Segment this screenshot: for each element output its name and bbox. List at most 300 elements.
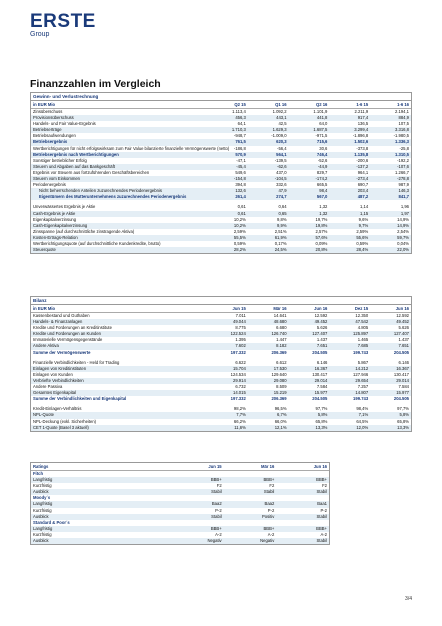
- bs-cell: 29.014: [370, 378, 411, 384]
- pl-column-header: Q2 15: [207, 101, 248, 109]
- rating-value: P-2: [320, 507, 327, 513]
- pl-cell: 1.101,9: [313, 109, 328, 114]
- bs-row-label: NPL-Quote: [31, 412, 207, 418]
- pl-cell: 0,17%: [274, 240, 287, 246]
- pl-cell: 107,5: [398, 121, 409, 127]
- bs-cell: 6.680: [276, 325, 287, 331]
- rating-value: F2: [322, 483, 327, 489]
- pl-cell: -273,4: [329, 176, 370, 182]
- bs-row-label: Gesamtes Eigenkapital: [31, 390, 207, 396]
- pl-cell: 1,14: [360, 204, 369, 210]
- rating-value: Baa2: [224, 501, 277, 507]
- rating-value: BBB+: [171, 477, 224, 483]
- rating-value: Negativ: [171, 538, 224, 544]
- bs-cell: 65,8%: [315, 418, 328, 424]
- bs-cell: 16.367: [370, 366, 411, 372]
- bs-cell: 8.182: [248, 343, 289, 349]
- pl-cell: 1.092,2: [272, 109, 287, 114]
- bs-cell: 1.437: [316, 337, 328, 343]
- pl-cell: 14,9%: [397, 216, 409, 222]
- bs-cell: 6,7%: [248, 412, 289, 418]
- bs-cell: 12.350: [355, 313, 369, 318]
- bs-cell: 204.505: [393, 396, 409, 402]
- pl-cell: 3.316,8: [370, 127, 411, 133]
- pl-row-label: Betriebserträge: [31, 127, 207, 133]
- pl-cell: 274,7: [248, 194, 289, 200]
- pl-section-title: Gewinn- und Verlustrechnung: [31, 93, 411, 101]
- bs-cell: 96,5%: [274, 406, 287, 412]
- bs-cell: 14.015: [207, 390, 248, 396]
- bs-row-label: Einlagen von Kunden: [33, 371, 73, 377]
- bs-column-header: Mär 16: [248, 305, 289, 313]
- pl-cell: 0,61: [207, 211, 248, 217]
- bs-cell: 16.367: [289, 366, 330, 372]
- pl-cell: -186,8: [233, 145, 246, 151]
- bs-cell: 197.332: [230, 349, 246, 355]
- rating-agency-row: [31, 471, 329, 478]
- page-title: Finanzzahlen im Vergleich: [30, 78, 161, 90]
- bs-cell: 15.219: [248, 390, 289, 396]
- bs-cell: 127.407: [289, 331, 330, 337]
- pl-cell: -139,5: [274, 157, 287, 163]
- pl-cell: 19,8%: [289, 223, 330, 229]
- rating-value: F2: [216, 483, 222, 489]
- bs-cell: 48.680: [248, 319, 289, 325]
- pl-cell: 1,97: [370, 211, 411, 217]
- pl-cell: 1.687,5: [289, 127, 330, 133]
- rating-value: P-2: [267, 507, 275, 513]
- bs-row-label: Immaterielle Vermögensgegenstände: [33, 337, 103, 343]
- rating-value: Negativ: [224, 538, 277, 544]
- ratings-column-header: Jun 16: [276, 463, 329, 471]
- pl-cell: -52,6: [317, 157, 328, 163]
- pl-cell: 10,2%: [233, 216, 246, 222]
- bs-cell: 7.651: [370, 343, 411, 349]
- pl-cell: 443,1: [248, 115, 289, 121]
- rating-value: A-2: [215, 531, 222, 537]
- bs-cell: 29.914: [207, 378, 248, 384]
- pl-cell: -45,4: [207, 164, 248, 170]
- bs-cell: 8.775: [235, 325, 246, 331]
- bs-cell: 12.592: [396, 313, 409, 318]
- bs-cell: 127.407: [370, 331, 411, 337]
- pl-row-label: Steuern und Abgaben auf das Bankgeschäft: [31, 164, 207, 170]
- pl-cell: -948,7: [233, 133, 246, 139]
- pl-cell: -25,8: [399, 145, 409, 151]
- pl-cell: -192,2: [397, 157, 409, 163]
- pl-cell: -154,8: [207, 176, 248, 182]
- bs-cell: 14.807: [329, 390, 370, 396]
- rating-value: BBB+: [224, 477, 277, 483]
- pl-section: [30, 92, 412, 254]
- pl-row-label: Zinsüberschuss: [33, 109, 63, 114]
- rating-agency-name: Moody´s: [33, 495, 51, 501]
- bs-column-header: in EUR Mio: [31, 305, 207, 313]
- pl-cell: -200,6: [356, 157, 369, 163]
- bs-cell: 13,3%: [370, 425, 411, 431]
- pl-cell: 24,5%: [248, 247, 289, 253]
- bs-cell: 6.612: [276, 359, 287, 365]
- bs-cell: 11,6%: [207, 425, 248, 431]
- pl-cell: 20,8%: [289, 247, 330, 253]
- rating-value: BBB+: [171, 526, 224, 532]
- pl-cell: 3.299,4: [329, 127, 370, 133]
- pl-cell: 987,9: [398, 182, 409, 188]
- pl-row-label: Steuern vom Einkommen: [31, 176, 207, 182]
- bs-cell: 122.524: [207, 331, 248, 337]
- rating-value: BBB+: [276, 526, 329, 532]
- bs-cell: 127.946: [353, 371, 369, 377]
- page-number: 3/4: [405, 596, 412, 602]
- bs-row-label: Handels- & Finanzanlagen: [31, 319, 207, 325]
- bs-column-header: Jun 15: [207, 305, 248, 313]
- pl-cell: 1.710,3: [207, 127, 248, 133]
- bs-row-label: Kredit-Einlagen-Verhältnis: [33, 406, 82, 412]
- bs-cell: 64,5%: [356, 418, 369, 424]
- bs-cell: 12,0%: [329, 425, 370, 431]
- pl-cell: 1,15: [329, 211, 370, 217]
- bs-row-label: Finanzielle Verbindlichkeiten - Held for Trading: [33, 359, 120, 365]
- pl-cell: 98,4: [289, 188, 330, 194]
- pl-cell: 55,5%: [207, 235, 248, 241]
- bs-row-label: Kredite und Forderungen an Kreditinstitute: [33, 325, 112, 331]
- pl-column-header: 1-6 15: [329, 101, 370, 109]
- bs-cell: 29.014: [289, 378, 330, 384]
- pl-cell: 2.194,1: [395, 109, 409, 114]
- pl-column-header: 1-6 16: [370, 101, 411, 109]
- bs-cell: 6.146: [316, 359, 328, 365]
- pl-cell: 1.502,6: [329, 139, 370, 145]
- pl-cell: 884,9: [370, 115, 411, 121]
- bs-cell: 206.369: [271, 349, 287, 355]
- bs-cell: 7.584: [316, 384, 328, 390]
- rating-label: Kurzfristig: [33, 531, 52, 537]
- bs-cell: 12,1%: [248, 425, 289, 431]
- bs-cell: 5,8%: [289, 412, 330, 418]
- ratings-section-title: Ratings: [31, 463, 171, 471]
- bs-cell: 7.257: [357, 384, 369, 390]
- bs-cell: 7.651: [289, 343, 330, 349]
- pl-cell: 42,5: [278, 121, 287, 127]
- bs-column-header: Jun 16: [289, 305, 330, 313]
- bs-cell: 49.044: [207, 319, 248, 325]
- pl-cell: -1.009,0: [271, 133, 287, 139]
- pl-cell: 441,8: [289, 115, 330, 121]
- pl-cell: -373,8: [356, 145, 369, 151]
- pl-cell: 0,61: [237, 204, 246, 210]
- pl-row-label: Cash-Eigenkapitalverzinsung: [31, 223, 207, 229]
- pl-cell: 9,9%: [248, 223, 289, 229]
- bs-cell: 130.417: [393, 371, 409, 377]
- bs-cell: 6.622: [235, 359, 246, 365]
- pl-row-label: Handels- und Fair Value-Ergebnis: [33, 121, 96, 127]
- bs-table: [31, 305, 411, 431]
- pl-table: [31, 101, 411, 253]
- bs-cell: 49.452: [370, 319, 411, 325]
- bs-section-title: Bilanz: [31, 297, 411, 305]
- bs-section: [30, 296, 412, 432]
- bs-cell: 204.505: [312, 396, 328, 402]
- bs-cell: 29.080: [248, 378, 289, 384]
- rating-value: Stabil: [276, 489, 329, 495]
- bs-cell: 66,2%: [233, 418, 246, 424]
- pl-cell: -174,2: [289, 176, 330, 182]
- bs-cell: 29.654: [329, 378, 370, 384]
- pl-cell: 28,2%: [207, 247, 248, 253]
- bs-cell: 5,8%: [370, 412, 411, 418]
- rating-label: Kurzfristig: [33, 507, 52, 513]
- pl-cell: 1.310,5: [370, 152, 411, 158]
- pl-cell: 332,6: [276, 182, 287, 188]
- pl-cell: 715,6: [289, 139, 330, 145]
- pl-cell: 1,32: [319, 204, 328, 210]
- bs-cell: 1.447: [276, 337, 287, 343]
- pl-cell: 9,6%: [358, 216, 369, 222]
- pl-column-header: Q2 16: [289, 101, 330, 109]
- pl-cell: 665,5: [316, 182, 328, 188]
- rating-label: Ausblick: [31, 489, 171, 495]
- pl-cell: -1.980,5: [393, 133, 409, 139]
- bs-cell: 129.640: [271, 371, 287, 377]
- rating-value: Stabil: [171, 514, 224, 520]
- pl-row-label: Unverwässertes Ergebnis je Aktie: [33, 204, 96, 210]
- pl-row-label: Ergebnis vor Steuern aus fortzuführenden Geschäftsbereichen: [33, 169, 150, 175]
- bs-cell: 49.452: [289, 319, 330, 325]
- pl-column-header: in EUR Mio: [31, 101, 207, 109]
- rating-value: Stabil: [276, 538, 329, 544]
- pl-cell: 2,59%: [233, 228, 246, 234]
- bs-cell: 47.542: [329, 319, 370, 325]
- pl-cell: 55,6%: [329, 235, 370, 241]
- pl-cell: 437,0: [276, 169, 287, 175]
- pl-cell: 761,5: [207, 139, 248, 145]
- bs-cell: 1.437: [398, 337, 409, 343]
- pl-cell: 10,2%: [207, 223, 248, 229]
- pl-cell: 0,04%: [397, 240, 409, 246]
- bs-row-label: CET 1-Quote (Basel 3 aktuell): [31, 425, 207, 431]
- pl-cell: -47,1: [236, 157, 246, 163]
- pl-cell: 9,7%: [329, 223, 370, 229]
- rating-label: Langfristig: [31, 501, 171, 507]
- bs-cell: 7.602: [207, 343, 248, 349]
- rating-value: Stabil: [224, 489, 277, 495]
- pl-cell: 549,6: [235, 169, 246, 175]
- pl-cell: 394,8: [235, 182, 246, 188]
- pl-cell: 0,65: [248, 211, 289, 217]
- pl-row-label: Eigentümern des Mutterunternehmens zuzurechnendes Periodenergebnis: [31, 194, 207, 200]
- pl-cell: 1,96: [400, 204, 409, 210]
- bs-cell: 7,1%: [329, 412, 370, 418]
- bs-cell: 197.332: [230, 396, 246, 402]
- pl-cell: 1.336,3: [370, 139, 411, 145]
- bs-row-label: Verbriefte Verbindlichkeiten: [31, 378, 207, 384]
- pl-cell: 456,3: [207, 115, 248, 121]
- pl-cell: 487,2: [329, 194, 370, 200]
- pl-row-label: Sonstiger betrieblicher Erfolg: [33, 157, 87, 163]
- pl-cell: 1.135,8: [329, 152, 370, 158]
- pl-cell: 1.629,3: [248, 127, 289, 133]
- pl-row-label: Cash-Ergebnis je Aktie: [31, 211, 207, 217]
- bs-cell: 14.641: [273, 313, 287, 318]
- pl-cell: 203,4: [329, 188, 370, 194]
- bs-row-label: Einlagen von Kreditinstituten: [31, 366, 207, 372]
- pl-cell: 746,4: [289, 152, 330, 158]
- bs-cell: 17.530: [248, 366, 289, 372]
- pl-cell: 567,0: [289, 194, 330, 200]
- rating-value: A-2: [267, 531, 275, 537]
- pl-cell: 19,7%: [315, 216, 328, 222]
- pl-cell: 841,7: [370, 194, 411, 200]
- bs-cell: 12.592: [314, 313, 328, 318]
- bs-cell: 7,7%: [207, 412, 248, 418]
- pl-cell: 64,1: [237, 121, 246, 127]
- pl-cell: -107,6: [370, 164, 411, 170]
- ratings-section: [30, 462, 330, 545]
- pl-cell: -137,2: [329, 164, 370, 170]
- erste-group-logo: [30, 12, 96, 38]
- bs-row-label: NPL-Deckung (exkl. Sicherheiten): [33, 418, 97, 424]
- bs-cell: 204.505: [393, 349, 409, 355]
- logo-group-text: Group: [30, 31, 50, 38]
- pl-cell: -1.896,8: [352, 133, 369, 139]
- pl-cell: 14,9%: [370, 223, 411, 229]
- pl-cell: 146,3: [370, 188, 411, 194]
- rating-row: [31, 538, 329, 544]
- ratings-header-row: [31, 463, 329, 471]
- pl-row-label: Zinsspanne (auf durchschnittliche zinstragende Aktiva): [33, 228, 135, 234]
- pl-cell: 829,7: [316, 169, 328, 175]
- bs-cell: 97,7%: [397, 406, 409, 412]
- pl-cell: -971,5: [315, 133, 328, 139]
- bs-column-header: Dez 15: [329, 305, 370, 313]
- bs-cell: 124.534: [230, 371, 246, 377]
- bs-header-row: [31, 305, 411, 313]
- pl-cell: 0,09%: [315, 240, 328, 246]
- pl-cell: 57,6%: [289, 235, 330, 241]
- rating-label: Ausblick: [31, 514, 171, 520]
- pl-cell: 136,5: [357, 121, 369, 127]
- bs-cell: 204.505: [312, 349, 328, 355]
- rating-agency-name: Standard & Poor´s: [33, 519, 70, 525]
- bs-cell: 199.743: [353, 396, 369, 402]
- pl-cell: -104,5: [248, 176, 289, 182]
- pl-row-label: Eigenkapitalverzinsung: [33, 216, 77, 222]
- bs-cell: 98,4%: [356, 406, 369, 412]
- bs-cell: 130.417: [312, 371, 328, 377]
- rating-value: P-2: [215, 507, 222, 513]
- ratings-table: [31, 463, 329, 544]
- bs-cell: 1.395: [235, 337, 246, 343]
- pl-cell: 0,64: [278, 204, 287, 210]
- bs-cell: 15.704: [207, 366, 248, 372]
- ratings-column-header: Mär 16: [224, 463, 277, 471]
- pl-cell: 2,59%: [356, 228, 369, 234]
- pl-cell: 28,4%: [329, 247, 370, 253]
- pl-table-row: [31, 109, 411, 116]
- pl-cell: 2,51%: [274, 228, 287, 234]
- bs-row-label: Andere Aktiva: [31, 343, 207, 349]
- pl-cell: -56,4: [277, 145, 287, 151]
- bs-cell: 97,7%: [315, 406, 328, 412]
- rating-value: Stabil: [171, 489, 224, 495]
- pl-cell: 964,1: [357, 169, 369, 175]
- rating-value: Baa1: [276, 501, 329, 507]
- rating-value: BBB+: [224, 526, 277, 532]
- pl-cell: 570,9: [207, 152, 248, 158]
- bs-row-label: Summe der Verbindlichkeiten und Eigenkapital: [33, 396, 127, 402]
- bs-cell: 13,3%: [289, 425, 330, 431]
- pl-row-label: Steuerquote: [31, 247, 207, 253]
- pl-row-label: Wertberichtigungsquote (auf durchschnittliche Kundenkredite, brutto): [33, 240, 161, 246]
- pl-cell: 64,0: [319, 121, 328, 127]
- pl-cell: 917,4: [329, 115, 370, 121]
- pl-row-label: Periodenergebnis: [33, 182, 66, 188]
- pl-cell: 2,57%: [315, 228, 328, 234]
- bs-cell: 5.867: [357, 359, 369, 365]
- bs-cell: 98,2%: [233, 406, 246, 412]
- bs-cell: 15.977: [289, 390, 330, 396]
- bs-cell: 1.465: [357, 337, 369, 343]
- pl-cell: 1.266,7: [395, 169, 409, 175]
- bs-row-label: Summe der Vermögenswerte: [33, 349, 91, 355]
- pl-cell: 261,4: [207, 194, 248, 200]
- rating-value: Baa2: [171, 501, 224, 507]
- rating-value: Stabil: [276, 514, 329, 520]
- pl-cell: 22,0%: [370, 247, 411, 253]
- bs-cell: 15.977: [370, 390, 411, 396]
- rating-label: Kurzfristig: [33, 483, 52, 489]
- pl-cell: 61,9%: [248, 235, 289, 241]
- pl-row-label: Wertberichtigungen für nicht erfolgswirksam zum Fair Value bilanzierte finanzielle Vermögenswerte (netto): [33, 145, 230, 151]
- pl-cell: -62,6: [248, 164, 289, 170]
- rating-label: Ausblick: [31, 538, 171, 544]
- rating-value: A-2: [320, 531, 327, 537]
- pl-cell: 0,59%: [356, 240, 369, 246]
- rating-value: BBB+: [276, 477, 329, 483]
- bs-cell: 7.584: [398, 384, 409, 390]
- bs-cell: 5.626: [316, 325, 328, 331]
- pl-cell: 132,6: [207, 188, 248, 194]
- pl-cell: 690,7: [357, 182, 369, 188]
- bs-cell: 199.743: [353, 349, 369, 355]
- bs-cell: 14.212: [329, 366, 370, 372]
- pl-row-label: Betriebsergebnis: [31, 139, 207, 145]
- pl-row-label: Kosten-Ertrags-Relation: [31, 235, 207, 241]
- bs-table-row: [31, 313, 411, 320]
- rating-value: F2: [269, 483, 275, 489]
- ratings-column-header: Jun 15: [171, 463, 224, 471]
- bs-cell: 8.509: [276, 384, 287, 390]
- bs-cell: 7.685: [329, 343, 370, 349]
- bs-cell: 65,8%: [397, 418, 409, 424]
- pl-cell: -44,9: [289, 164, 330, 170]
- logo-brand-text: ERSTE: [30, 11, 96, 32]
- rating-agency-name: Fitch: [33, 471, 44, 476]
- pl-cell: 2.211,9: [354, 109, 369, 114]
- pl-header-row: [31, 101, 411, 109]
- bs-cell: 206.369: [271, 396, 287, 402]
- rating-value: Positiv: [224, 514, 277, 520]
- pl-cell: 0,59%: [233, 240, 246, 246]
- bs-row-label: Kredite und Forderungen an Kunden: [31, 331, 207, 337]
- pl-cell: 30,6: [319, 145, 328, 151]
- bs-cell: 7.011: [235, 313, 246, 318]
- bs-cell: 125.897: [329, 331, 370, 337]
- rating-label: Langfristig: [31, 477, 171, 483]
- pl-table-row: [31, 247, 411, 253]
- pl-row-label: Betriebsaufwendungen: [33, 133, 76, 139]
- pl-row-label: Betriebsergebnis nach Wertberichtigungen: [31, 152, 207, 158]
